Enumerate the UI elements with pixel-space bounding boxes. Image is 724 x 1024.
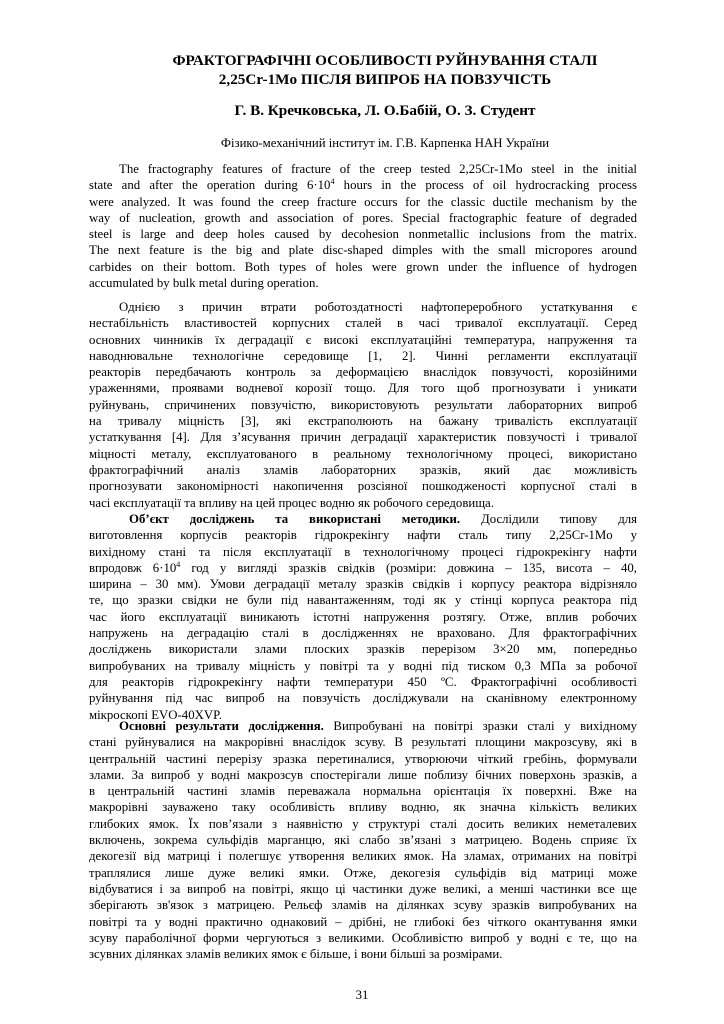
methods-paragraph [89,511,637,723]
body-line: вихідному стані та після експлуатації в технологічному процесі гідрокрекінгу нафти [89,544,637,559]
affiliation: Фізико-механічний інститут ім. Г.В. Карпенка НАН України [220,136,550,150]
body-line: для реакторів гідрокрекінгу нафти температури 450 ºС. Фрактографічні особливості [89,674,637,689]
body-line: зсуву параболічної форми чергуються з великими. Особливістю випроб у водні є те, що на [89,930,637,945]
abstract-line: The next feature is the big and plate disc-shaped dimples with the small micropores around [89,243,637,258]
abstract-line: steel is large and deep holes caused by decohesion nonmetallic inclusions from the matrix. [89,227,637,242]
abstract-line: carbides on their bottom. Both types of holes were grown under the influence of hydrogen [89,259,637,274]
body-line: наводнювальне технологічне середовище [1, 2]. Чинні регламенти експлуатації [89,348,637,363]
methods-heading: Об’єкт досліджень та використані методики. [129,512,461,526]
results-paragraph [89,718,637,962]
body-line: нестабільність властивостей корпусних сталей в часі тривалої експлуатації. Серед [89,316,637,331]
body-line: прогнозувати закономірності накопичення розсіяної пошкодженості корпусної сталі в [89,479,637,494]
abstract-line: accumulated by bulk metal during operation. [89,276,319,291]
body-line: Основні результати дослідження. Випробувані на повітрі зразки сталі у вихідному [119,719,637,733]
body-line: на тривалу міцність [3], які екстраполюють на бажану тривалість експлуатації [89,414,637,429]
body-line: міцності металу, експлуатованого в реальному технологічному процесі, використано [89,446,637,461]
body-line: досліджень використали злами плоских зразків перерізом 3×20 мм, попередньо [89,642,637,657]
paper-title [100,51,670,89]
abstract-line: way of nucleation, growth and association of pores. Special fractographic feature of degraded [89,210,637,225]
body-line: фрактографічний аналіз зламів лабораторних зразків, який дає можливість [89,462,637,477]
body-line: центральній частині перерізу зразка перетиналися, утворюючи чіткий гребінь, формували [89,751,637,766]
body-line: макрорівні зауважено таку особливість впливу водню, як значна кількість великих [89,800,637,815]
abstract-line: The fractography features of fracture of the creep tested 2,25Cr-1Mo steel in the initial [119,162,637,176]
body-line: впродовж $6\cdot 10^4$ год у вигляді зразків свідків (розміри: довжина – 135, висота – 40, [89,559,637,575]
body-line: випробуваних на тривалу міцність у повітрі та у водні під тиском 0,3 МПа за робочої [89,658,637,673]
body-line: Об’єкт досліджень та використані методики. Дослідили типову для [129,512,638,526]
body-line: ураженнями, проявами водневої корозії тощо. Для того щоб прогнозувати і уникати [89,381,637,396]
body-line: основних чинників їх деградації є високі експлуатаційні температура, напруження та [89,332,637,347]
intro-paragraph [89,299,637,511]
abstract-line: were analyzed. It was found the creep fracture occurs for the classic ductile mechanism by the [89,194,637,209]
body-line: траплялися лише дуже великі ямки. Отже, декогезія сульфідів від матриці може [89,865,637,880]
body-line: відбуватися і за випроб на повітрі, якщо ці частинки дуже великі, а менші частинки все ще [89,881,637,896]
body-line: стані руйнувалися на макрорівні внаслідок зсуву. В результаті площини макрозсуву, які в [89,735,637,750]
body-line: час його експлуатації виникають істотні напруження розтягу. Отже, вплив робочих [89,609,637,624]
body-line: мікроскопі EVO-40XVP. [89,707,222,722]
authors: Г. В. Кречковська, Л. О.Бабій, О. З. Студент [234,102,536,119]
results-heading: Основні результати дослідження. [119,719,324,733]
abstract-line: state and after the operation during $6\cdot 10^4$ hours in the process of oil hydrocracking process [89,177,638,193]
abstract [89,161,637,291]
body-line: виготовлення корпусів реакторів гідрокрекінгу нафти сталь типу 2,25Cr-1Mo у [89,528,637,543]
page-number: 31 [355,988,369,1002]
body-line: ширина – 30 мм). Умови деградації металу зразків свідків і корпусу реактора відрізняло [89,577,637,592]
body-line: повітрі та у водні практично однаковий – дрібні, не глибокі без чіткого окантування ямки [89,914,637,929]
body-line: глибоких ямок. Їх пов’язали з наявністю у структурі сталі досить великих неметалевих [89,816,637,831]
body-line: зберігають зв'язок з матрицею. Рельєф зламів на ділянках зсуву зразків випробуваних на [89,898,637,913]
body-line: устаткування [4]. Для з’ясування причин деградації характеристик повзучості і тривалої [89,430,637,445]
body-line: руйнування під час випроб на повзучість досліджували на сканівному електронному [89,691,637,706]
body-line: руйнувань, спричинених повзучістю, використовують результати лабораторних випроб [89,397,637,412]
body-line: реакторів передбачають контроль за деформацією внаслідок повзучості, корозійними [89,365,637,380]
body-line: зсувних ділянках зламів великих ямок є більше, і вони більші за розмірами. [89,947,503,962]
body-line: включень, зокрема сульфідів марганцю, які слабо зв’язані з матрицею. Водень сприяє їх [89,833,637,848]
body-line: часі експлуатації та впливу на цей процес водню як робочого середовища. [89,495,494,510]
title-line-1: ФРАКТОГРАФІЧНІ ОСОБЛИВОСТІ РУЙНУВАННЯ СТАЛІ [172,52,598,69]
body-line: Однією з причин втрати роботоздатності нафтопереробного устаткування є [119,300,637,314]
body-line: в центральній частині зламів переважала нормальна орієнтація їх поверхні. Вже на [89,784,637,799]
body-line: декогезії від матриці і полегшує утворення великих ямок. На зламах, отриманих на повітрі [89,849,637,864]
body-line: напружень на деградацію сталі в дослідженнях не враховано. Для фрактографічних [89,626,637,641]
body-line: злами. За випроб у водні макрозсув спостерігали лише поблизу бічних поверхонь зразків, а [89,767,637,782]
title-line-2: 2,25Cr-1Mo ПІСЛЯ ВИПРОБ НА ПОВЗУЧІСТЬ [218,71,552,88]
body-line: те, що зразки свідки не були під навантаженням, тоді як у стінці корпуса реактора під [89,593,637,608]
